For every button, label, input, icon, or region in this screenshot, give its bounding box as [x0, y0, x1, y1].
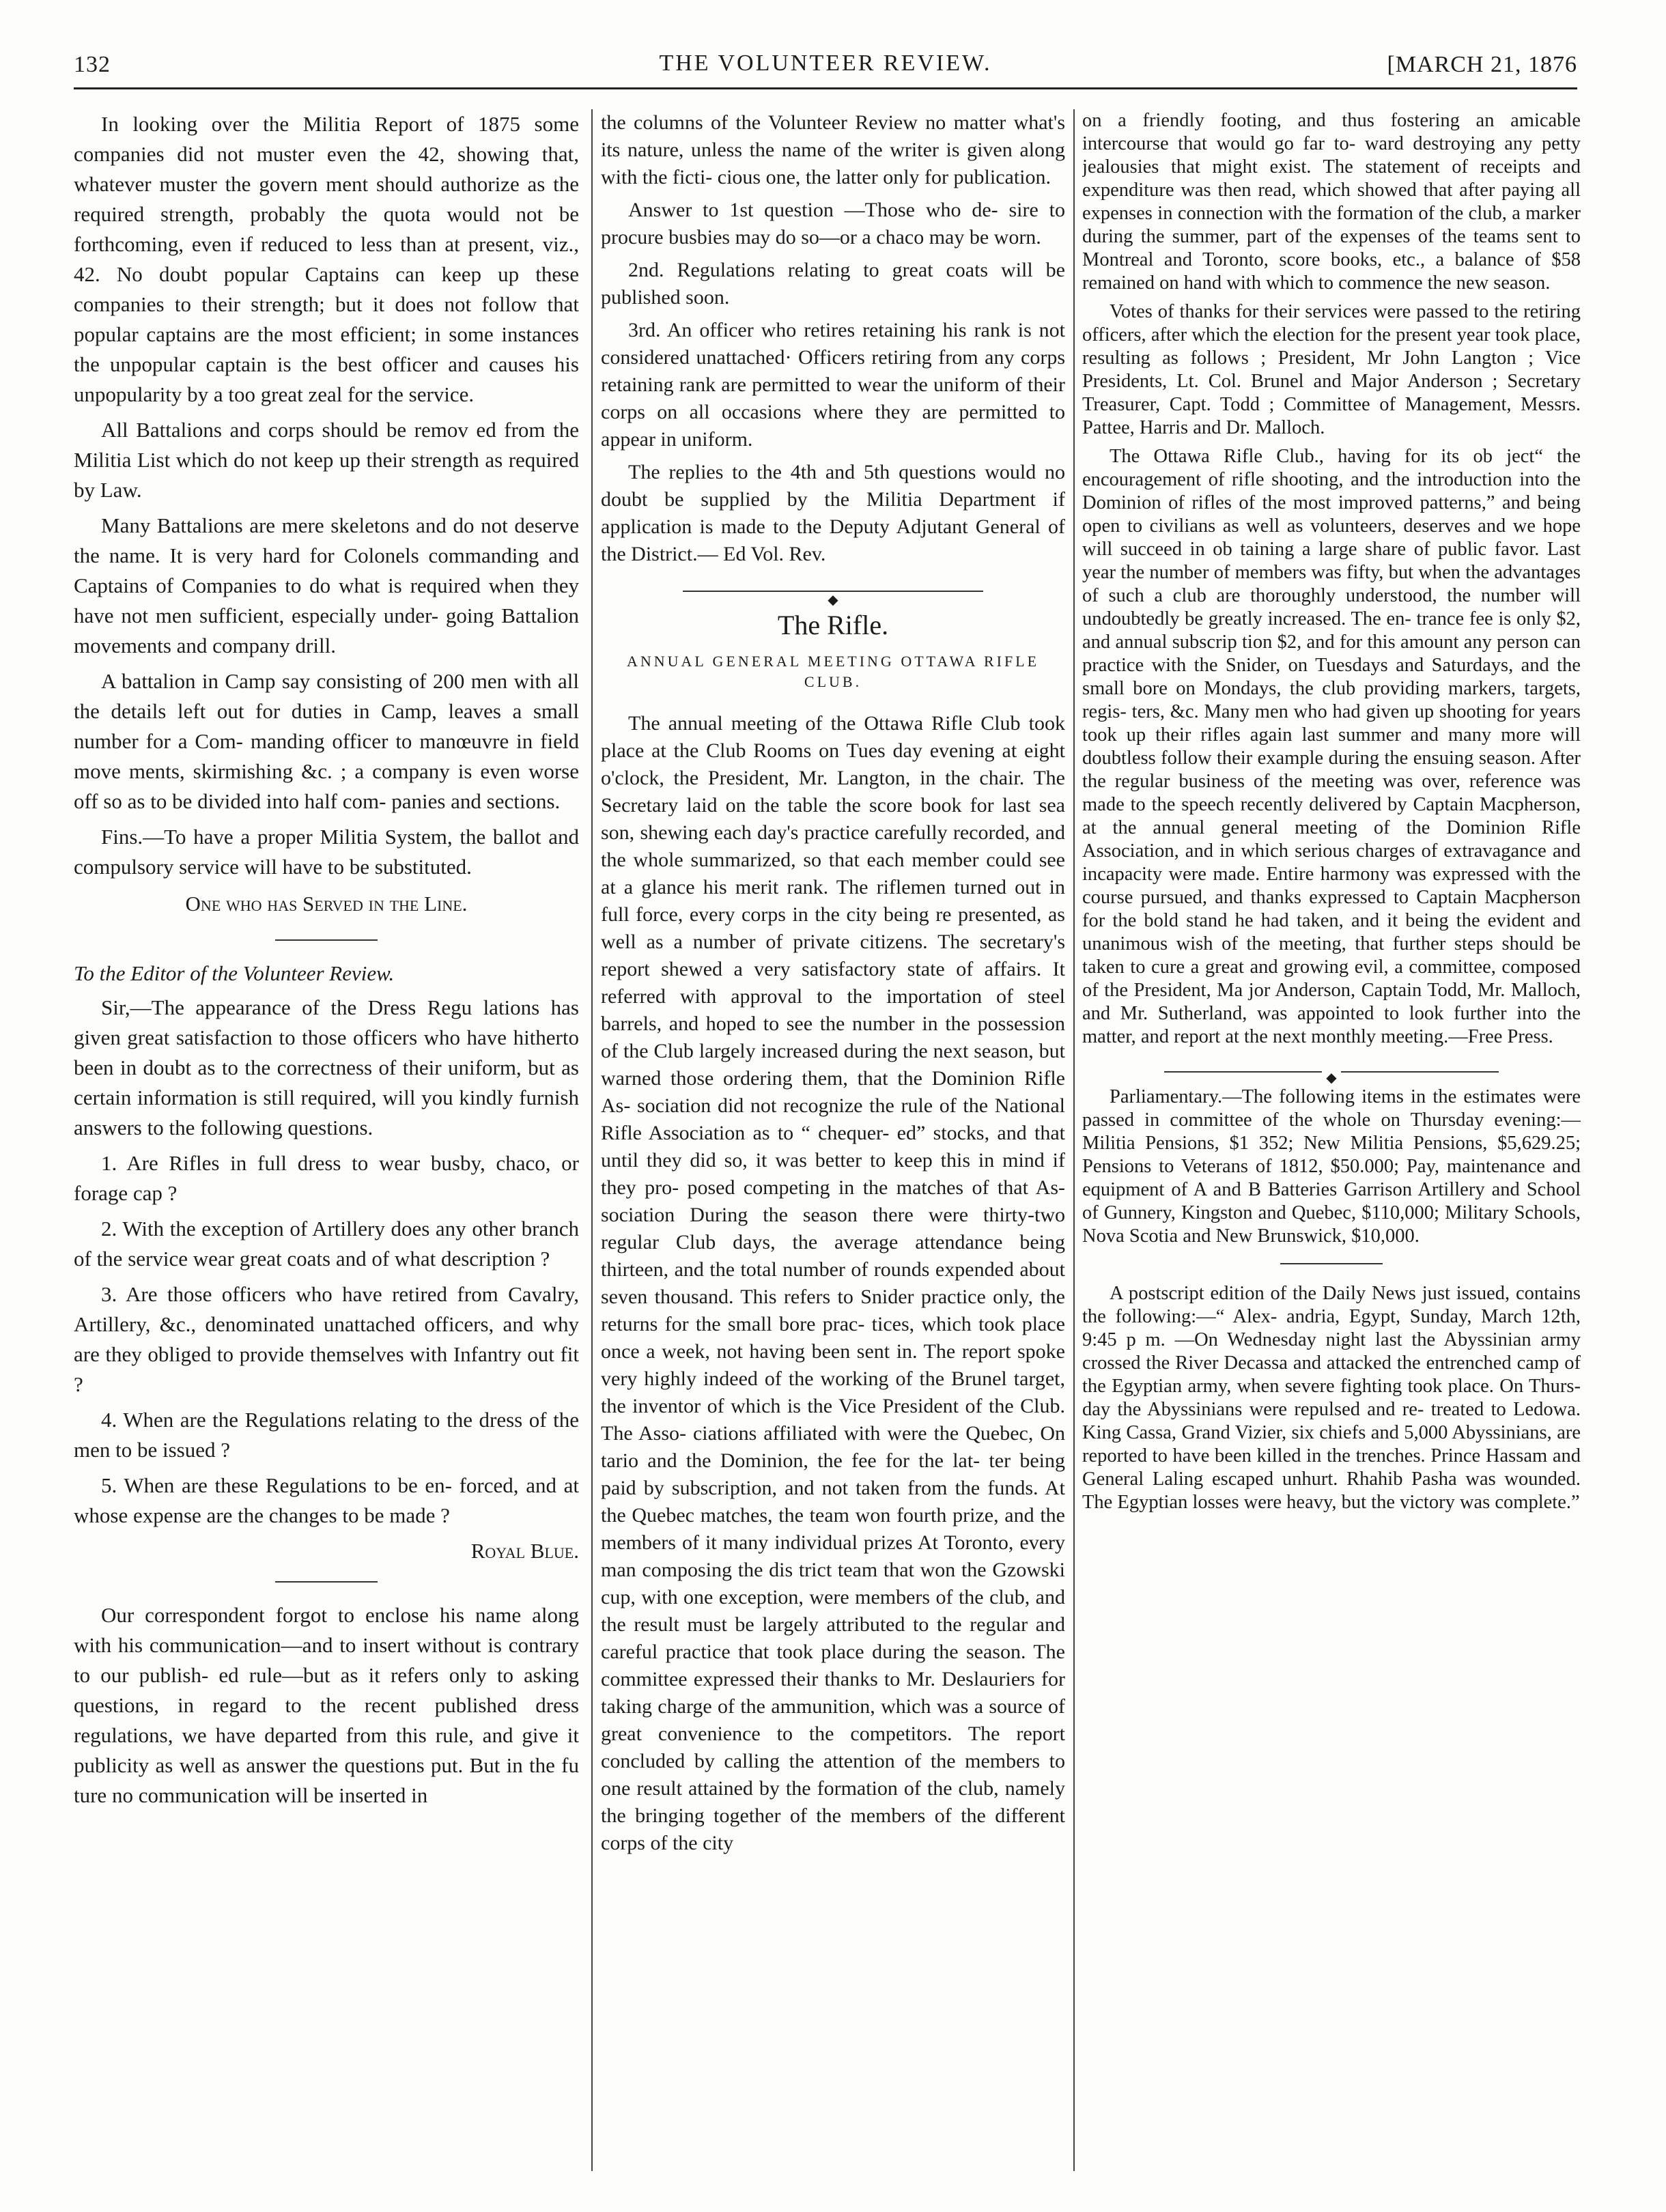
article-paragraph: Parliamentary.—The following items in the estimates were passed in committee of the whole on Thursday evening:—Militia Pensions, $1 352; New Militia Pensions, $5,629.25; Pensions to Veterans of 1812, $50.000; Pay, maintenance and equipment of A and B Batteries Garrison Artillery and School of Gunnery, Kingston and Quebec, $110,000; Military Schools, Nova Scotia and New Brunswick, $10,000.	[1082, 1086, 1581, 1247]
column-divider	[591, 109, 593, 2171]
editor-note: the columns of the Volunteer Review no matter what's its nature, unless the name of the writer is given along with the ficti- cious one, the latter only for publication.	[601, 111, 1065, 188]
issue-date: [MARCH 21, 1876	[1387, 52, 1577, 77]
article-subheading: ANNUAL GENERAL MEETING OTTAWA RIFLE CLUB.	[626, 653, 1040, 690]
question-item: 5. When are these Regulations to be en- forced, and at whose expense are the changes to be made ?	[74, 1473, 579, 1527]
editor-note: Our correspondent forgot to enclose his name along with his communication—and to insert without is contrary to our publish- ed rule—but as it refers only to asking questions, in regard to the recent published dress regulations, we have departed from this rule, and give it publicity as well as answer the questions put. But in the fu ture no communication will be inserted in	[74, 1603, 579, 1807]
question-item: 1. Are Rifles in full dress to wear busby, chaco, or forage cap ?	[74, 1151, 579, 1205]
page-number: 132	[74, 52, 111, 77]
article-paragraph: Votes of thanks for their services were passed to the retiring officers, after which the election for the present year took place, resulting as follows ; President, Mr John Langton ; Vice Presidents, Lt. Col. Brunel and Major Anderson ; Secretary Treasurer, Capt. Todd ; Committee of Management, Messrs. Pattee, Harris and Dr. Malloch.	[1082, 301, 1581, 438]
header-rule	[74, 87, 1577, 89]
article-paragraph: Fins.—To have a proper Militia System, the ballot and compulsory service will have to be substituted.	[74, 825, 579, 879]
column-3	[1082, 109, 1581, 2185]
section-rule	[1280, 1263, 1383, 1264]
masthead: THE VOLUNTEER REVIEW.	[659, 51, 992, 76]
question-item: 2. With the exception of Artillery does any other branch of the service wear great coats and of what description ?	[74, 1217, 579, 1271]
article-paragraph: on a friendly footing, and thus fostering an amicable intercourse that would go far to- ward destroying any petty jealousies that might exist. The statement of receipts and expenditure was then read, which showed that after paying all expenses in connection with the formation of the club, a marker during the summer, part of the expenses of the teams sent to Montreal and Toronto, score books, etc., a balance of $58 remained on hand with which to commence the new season.	[1082, 110, 1581, 294]
article-paragraph: The annual meeting of the Ottawa Rifle Club took place at the Club Rooms on Tues day evening at eight o'clock, the President, Mr. Langton, in the chair. The Secretary laid on the table the score book for last sea son, shewing each day's practice carefully recorded, and the whole summarized, so that each member could see at a glance his merit rank. The riflemen turned out in full force, every corps in the city being re presented, as well as a number of private citizens. The secretary's report shewed a very satisfactory state of affairs. It referred with approval to the importation of steel barrels, and hoped to see the number in the possession of the Club largely increased during the next season, but warned those ordering them, that the Dominion Rifle As- sociation did not recognize the rule of the National Rifle Association as to “ chequer- ed” stocks, and that until they did so, it was better to keep this in mind if they pro- posed competing in the matches of that As- sociation During the season there were thirty-two regular Club days, the average attendance being thirteen, and the total number of rounds expended about seven thousand. This refers to Snider practice only, the returns for the small bore prac- tices, which took place once a week, not having been sent in. The report spoke very highly indeed of the working of the Brunel target, the inventor of which is the Vice President of the Club. The Asso- ciations affiliated with were the Quebec, On tario and the Dominion, the fee for the lat- ter being paid by subscription, and not taken from the funds. At the Quebec matches, the team won fourth prize, and the members of it many individual prizes At Toronto, every man composing the dis trict team that won the Gzowski cup, with one exception, were members of the club, and the result must be largely attributed to the regular and careful practice that took place during the season. The committee expressed their thanks to Mr. Deslauriers for taking charge of the ammunition, which was a source of great convenience to the competitors. The report concluded by calling the attention of the members to one result attained by the formation of the club, namely the bringing together of the members of the different corps of the city	[601, 712, 1065, 1854]
letter-signature: Royal Blue.	[470, 1539, 579, 1563]
letter-salutation: To the Editor of the Volunteer Review.	[74, 961, 395, 985]
question-item: 3. Are those officers who have retired from Cavalry, Artillery, &c., denominated unattached officers, and why are they obliged to provide themselves with Infantry out fit ?	[74, 1282, 579, 1396]
column-2	[601, 109, 1065, 2185]
page-header	[74, 48, 1577, 89]
column-divider	[1073, 109, 1075, 2171]
answer-paragraph: Answer to 1st question —Those who de- sire to procure busbies may do so—or a chaco may be worn.	[601, 199, 1065, 249]
answer-paragraph: The replies to the 4th and 5th questions would no doubt be supplied by the Militia Department if application is made to the Deputy Adjutant General of the District.— Ed Vol. Rev.	[601, 461, 1065, 565]
article-paragraph: Many Battalions are mere skeletons and do not deserve the name. It is very hard for Colonels commanding and Captains of Companies to do what is required when they have not men sufficient, especially under- going Battalion movements and company drill.	[74, 513, 579, 657]
section-rule	[275, 939, 378, 941]
article-paragraph: The Ottawa Rifle Club., having for its ob ject“ the encouragement of rifle shooting, and the introduction into the Dominion of rifles of the most improved patterns,” and being open to civilians as well as volunteers, deserves and we hope will succeed in ob taining a large share of public favor. Last year the number of members was fifty, but when the advantages of such a club are thoroughly understood, the number will undoubtedly be greatly increased. The en- trance fee is only $2, and annual subscrip tion $2, and for this amount any person can practice with the Snider, on Tuesdays and Saturdays, and the small bore on Mondays, the club providing markers, targets, regis- ters, &c. Many men who had given up shooting for years took up their rifles again last summer and many more will doubtless follow their example during the ensuing season. After the regular business of the meeting was over, reference was made to the speech recently delivered by Captain Macpherson, at the annual general meeting of the Dominion Rifle Association, and in which serious charges of extravagance and incapacity were made. Entire harmony was expressed with the course pursued, and thanks expressed to Captain Macpherson for the bold stand he had taken, and it being the evident and unanimous wish of the meeting, that further steps should be taken to cure a great and growing evil, a committee, composed of the President, Ma jor Anderson, Captain Todd, Mr. Malloch, and Mr. Sutherland, was appointed to look further into the matter, and report at the next monthly meeting.—Free Press.	[1082, 446, 1581, 1047]
article-title: The Rifle.	[777, 610, 889, 640]
answer-paragraph: 2nd. Regulations relating to great coats will be published soon.	[601, 259, 1065, 309]
letter-signature: One who has Served in the Line.	[185, 892, 468, 916]
article-paragraph: A postscript edition of the Daily News just issued, contains the following:—“ Alex- andria, Egypt, Sunday, March 12th, 9:45 p m. —On Wednesday night last the Abyssinian army crossed the River Decassa and attacked the entrenched camp of the Egyptian army, when severe fighting took place. On Thurs- day the Abyssinians were repulsed and re- treated to Ledowa. King Cassa, Grand Vizier, six chiefs and 5,000 Abyssinians, are reported to have been killed in the trenches. Prince Hassam and General Laling escaped unhurt. Rhahib Pasha was wounded. The Egyptian losses were heavy, but the victory was complete.”	[1082, 1283, 1581, 1513]
section-ornament: ◆	[601, 584, 1065, 598]
section-ornament: ◆	[1082, 1065, 1581, 1079]
article-paragraph: In looking over the Militia Report of 1875 some companies did not muster even the 42, showing that, whatever muster the govern ment should authorize as the required strength, probably the quota would not be forthcoming, even if reduced to less than at present, viz., 42. No doubt popular Captains can keep up these companies to their strength; but it does not follow that popular captains are the most efficient; in some instances the unpopular captain is the best officer and causes his unpopularity by a too great zeal for the service.	[74, 112, 579, 406]
answer-paragraph: 3rd. An officer who retires retaining his rank is not considered unattached· Officers retiring from any corps retaining rank are permitted to wear the uniform of their corps on all occasions where they are permitted to appear in uniform.	[601, 319, 1065, 451]
section-rule	[275, 1581, 378, 1583]
question-item: 4. When are the Regulations relating to the dress of the men to be issued ?	[74, 1408, 579, 1462]
article-paragraph: All Battalions and corps should be remov ed from the Militia List which do not keep up their strength as required by Law.	[74, 418, 579, 502]
letter-paragraph: Sir,—The appearance of the Dress Regu lations has given great satisfaction to those officers who have hitherto been in doubt as to the correctness of their uniform, but as certain information is still required, will you kindly furnish answers to the following questions.	[74, 995, 579, 1139]
article-paragraph: A battalion in Camp say consisting of 200 men with all the details left out for duties in Camp, leaves a small number for a Com- manding officer to manœuvre in field move ments, skirmishing &c. ; a company is even worse off so as to be divided into half com- panies and sections.	[74, 669, 579, 813]
column-1	[74, 109, 579, 2185]
